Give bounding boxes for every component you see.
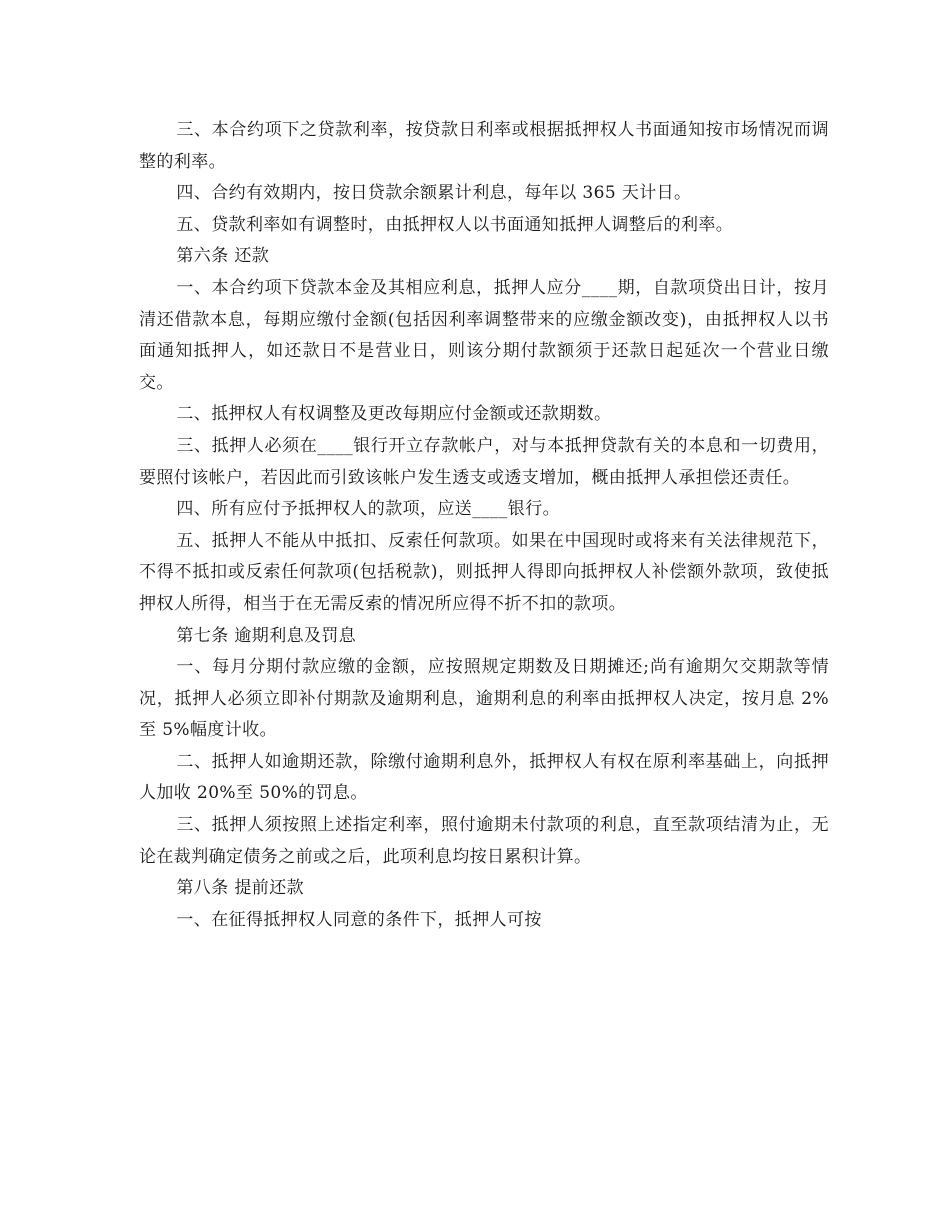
clause-paragraph: 五、贷款利率如有调整时，由抵押权人以书面通知抵押人调整后的利率。 <box>176 214 734 235</box>
clause-paragraph: 二、抵押权人有权调整及更改每期应付金额或还款期数。 <box>176 404 612 425</box>
clause-paragraph: 三、抵押人必须在____银行开立存款帐户，对与本抵押贷款有关的本息和一切费用，要照付该帐户，若因此而引致该帐户发生透支或透支增加，概由抵押人承担偿还责任。 <box>139 435 829 488</box>
clause-paragraph: 四、合约有效期内，按日贷款余额累计利息，每年以 365 天计日。 <box>176 183 692 204</box>
clause-paragraph: 一、在征得抵押权人同意的条件下，抵押人可按 <box>176 909 542 930</box>
clause-paragraph: 四、所有应付予抵押权人的款项，应送____银行。 <box>176 499 560 520</box>
clause-paragraph: 一、每月分期付款应缴的金额，应按照规定期数及日期摊还;尚有逾期欠交期款等情况，抵押人必须立即补付期款及逾期利息，逾期利息的利率由抵押权人决定，按月息 2%至 5%幅度计收。 <box>139 657 829 741</box>
document-body <box>139 115 829 936</box>
clause-paragraph: 三、本合约项下之贷款利率，按贷款日利率或根据抵押权人书面通知按市场情况而调整的利率。 <box>139 120 829 172</box>
article-heading: 第七条 逾期利息及罚息 <box>176 625 357 646</box>
article-heading: 第八条 提前还款 <box>176 878 304 899</box>
clause-paragraph: 三、抵押人须按照上述指定利率，照付逾期未付款项的利息，直至款项结清为止，无论在裁判确定债务之前或之后，此项利息均按日累积计算。 <box>139 815 829 867</box>
clause-paragraph: 一、本合约项下贷款本金及其相应利息，抵押人应分____期，自款项贷出日计，按月清还借款本息，每期应缴付金额(包括因利率调整带来的应缴金额改变)，由抵押权人以书面通知抵押人，如还款日不是营业日，则该分期付款额须于还款日起延次一个营业日缴交。 <box>139 277 829 393</box>
clause-paragraph: 二、抵押人如逾期还款，除缴付逾期利息外，抵押权人有权在原利率基础上，向抵押人加收 20%至 50%的罚息。 <box>139 751 829 804</box>
article-heading: 第六条 还款 <box>176 246 270 267</box>
clause-paragraph: 五、抵押人不能从中抵扣、反索任何款项。如果在中国现时或将来有关法律规范下，不得不抵扣或反索任何款项(包括税款)，则抵押人得即向抵押权人补偿额外款项，致使抵押权人所得，相当于在无需反索的情况所应得不折不扣的款项。 <box>139 530 829 614</box>
